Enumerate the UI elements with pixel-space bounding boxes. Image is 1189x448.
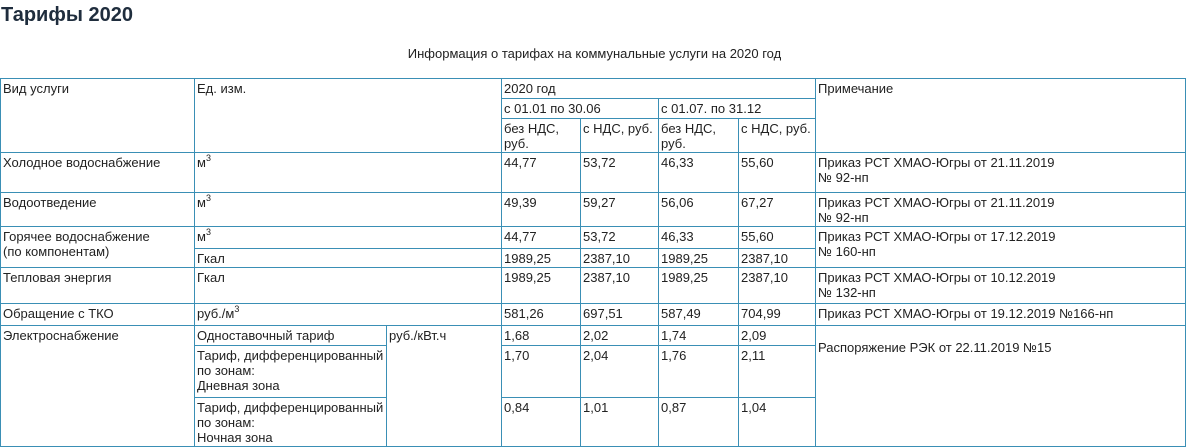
value-cell: 697,51 (581, 304, 659, 326)
value-cell: 53,72 (581, 227, 659, 249)
service-name: Холодное водоснабжение (1, 153, 195, 193)
value-cell: 1,76 (659, 346, 739, 398)
value-cell: 2,02 (581, 326, 659, 346)
header-no-vat: без НДС, руб. (502, 119, 581, 153)
header-no-vat: без НДС, руб. (659, 119, 739, 153)
note-cell: Распоряжение РЭК от 22.11.2019 №15 (816, 326, 1186, 447)
value-cell: 49,39 (502, 193, 581, 227)
unit-cell: $м^3$ (195, 227, 502, 249)
table-row (1, 227, 1186, 249)
header-service: Вид услуги (1, 79, 195, 153)
header-with-vat: с НДС, руб. (581, 119, 659, 153)
value-cell: 44,77 (502, 153, 581, 193)
header-note: Примечание (816, 79, 1186, 153)
value-cell: 1,04 (739, 398, 816, 447)
value-cell: 2,04 (581, 346, 659, 398)
unit-cell: Гкал (195, 249, 502, 268)
note-cell: Приказ РСТ ХМАО-Югры от 17.12.2019 № 160-нп (816, 227, 1186, 268)
value-cell: 55,60 (739, 227, 816, 249)
value-cell: 1,01 (581, 398, 659, 447)
value-cell: 0,87 (659, 398, 739, 447)
value-cell: 1,74 (659, 326, 739, 346)
value-cell: 2,11 (739, 346, 816, 398)
value-cell: 587,49 (659, 304, 739, 326)
value-cell: 2387,10 (581, 249, 659, 268)
tariffs-table (0, 78, 1186, 447)
value-cell: 67,27 (739, 193, 816, 227)
value-cell: 1,68 (502, 326, 581, 346)
value-cell: 53,72 (581, 153, 659, 193)
tariff-type-cell: Тариф, дифференцированный по зонам: Ночная зона (195, 398, 387, 447)
service-name: Водоотведение (1, 193, 195, 227)
value-cell: 704,99 (739, 304, 816, 326)
note-cell: Приказ РСТ ХМАО-Югры от 19.12.2019 №166-нп (816, 304, 1186, 326)
page-title: Тарифы 2020 (1, 4, 133, 26)
header-period-2: с 01.07. по 31.12 (659, 99, 816, 119)
value-cell: 1989,25 (659, 268, 739, 304)
value-cell: 1989,25 (502, 249, 581, 268)
header-period-1: с 01.01 по 30.06 (502, 99, 659, 119)
note-cell: Приказ РСТ ХМАО-Югры от 10.12.2019 № 132-нп (816, 268, 1186, 304)
value-cell: 1,70 (502, 346, 581, 398)
note-cell: Приказ РСТ ХМАО-Югры от 21.11.2019 № 92-нп (816, 193, 1186, 227)
header-unit: Ед. изм. (195, 79, 502, 153)
value-cell: 44,77 (502, 227, 581, 249)
tariff-type-cell: Тариф, дифференцированный по зонам: Дневная зона (195, 346, 387, 398)
value-cell: 46,33 (659, 227, 739, 249)
unit-cell: Гкал (195, 268, 502, 304)
table-row (1, 153, 1186, 193)
header-with-vat: с НДС, руб. (739, 119, 816, 153)
value-cell: 0,84 (502, 398, 581, 447)
unit-cell: руб./кВт.ч (387, 326, 502, 447)
unit-cell: $м^3$ (195, 193, 502, 227)
tariff-type-cell: Одноставочный тариф (195, 326, 387, 346)
value-cell: 1989,25 (502, 268, 581, 304)
service-name: Тепловая энергия (1, 268, 195, 304)
note-cell: Приказ РСТ ХМАО-Югры от 21.11.2019 № 92-нп (816, 153, 1186, 193)
unit-cell: $м^3$ (195, 153, 502, 193)
value-cell: 2387,10 (739, 268, 816, 304)
value-cell: 46,33 (659, 153, 739, 193)
value-cell: 581,26 (502, 304, 581, 326)
unit-cell: $руб./м^3$ (195, 304, 502, 326)
table-row (1, 193, 1186, 227)
value-cell: 2387,10 (581, 268, 659, 304)
service-name: Обращение с ТКО (1, 304, 195, 326)
service-name: Горячее водоснабжение (по компонентам) (1, 227, 195, 268)
table-row (1, 304, 1186, 326)
value-cell: 56,06 (659, 193, 739, 227)
table-row (1, 268, 1186, 304)
value-cell: 2,09 (739, 326, 816, 346)
value-cell: 1989,25 (659, 249, 739, 268)
table-caption: Информация о тарифах на коммунальные услуги на 2020 год (407, 46, 782, 61)
value-cell: 59,27 (581, 193, 659, 227)
value-cell: 55,60 (739, 153, 816, 193)
value-cell: 2387,10 (739, 249, 816, 268)
service-name: Электроснабжение (1, 326, 195, 447)
table-row (1, 326, 1186, 346)
header-row (1, 79, 1186, 99)
header-year: 2020 год (502, 79, 816, 99)
